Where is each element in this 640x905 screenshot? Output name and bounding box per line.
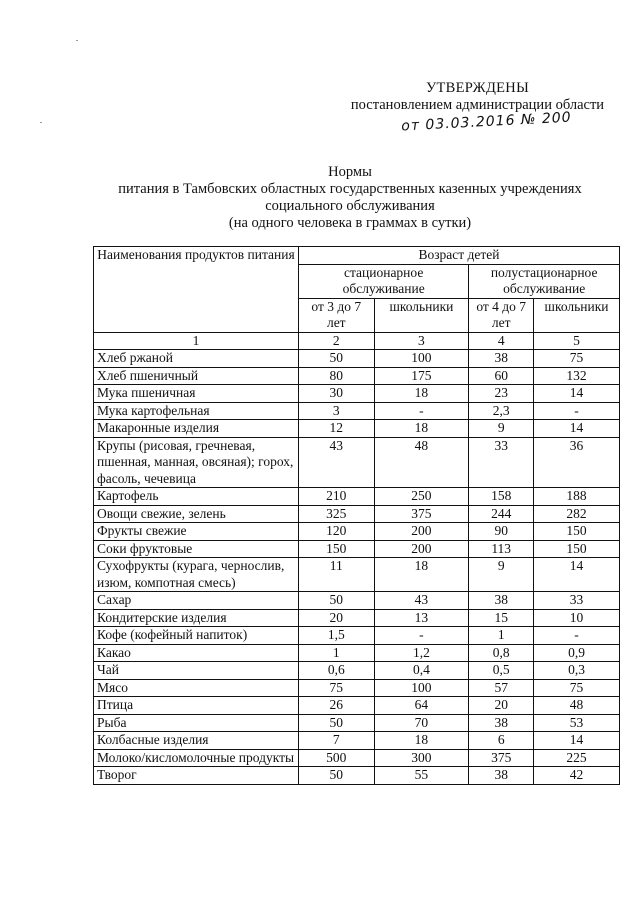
- norm-value: -: [534, 627, 620, 645]
- norm-value: 18: [374, 420, 469, 438]
- norm-value: 43: [374, 592, 469, 610]
- norm-value: 50: [299, 767, 375, 785]
- norm-value: 75: [299, 679, 375, 697]
- product-name: Соки фруктовые: [94, 540, 299, 558]
- norm-value: 6: [469, 732, 534, 750]
- column-number: 2: [299, 332, 375, 350]
- norm-value: 14: [534, 420, 620, 438]
- norm-value: 20: [469, 697, 534, 715]
- approval-block: [330, 80, 625, 135]
- norm-value: 9: [469, 558, 534, 592]
- product-name: Молоко/кисломолочные продукты: [94, 749, 299, 767]
- product-name: Кондитерские изделия: [94, 609, 299, 627]
- norm-value: 50: [299, 714, 375, 732]
- table-row: [94, 558, 620, 592]
- norm-value: 10: [534, 609, 620, 627]
- norm-value: 1,5: [299, 627, 375, 645]
- product-name: Чай: [94, 662, 299, 680]
- scan-speck: [40, 122, 42, 123]
- norms-table: [93, 246, 620, 785]
- table-row: [94, 662, 620, 680]
- norm-value: 12: [299, 420, 375, 438]
- product-name: Мука картофельная: [94, 402, 299, 420]
- norm-value: 53: [534, 714, 620, 732]
- norm-value: 250: [374, 488, 469, 506]
- product-name: Творог: [94, 767, 299, 785]
- norm-value: 42: [534, 767, 620, 785]
- table-row: [94, 627, 620, 645]
- norm-value: 0,8: [469, 644, 534, 662]
- norm-value: 300: [374, 749, 469, 767]
- product-name: Птица: [94, 697, 299, 715]
- column-number-row: [94, 332, 620, 350]
- norm-value: 113: [469, 540, 534, 558]
- norm-value: 1,2: [374, 644, 469, 662]
- norm-value: 38: [469, 767, 534, 785]
- document-title: [80, 164, 620, 232]
- norm-value: 200: [374, 540, 469, 558]
- norm-value: 3: [299, 402, 375, 420]
- product-name: Сухофрукты (курага, чернослив, изюм, компотная смесь): [94, 558, 299, 592]
- header-sub-1: от 3 до 7 лет: [299, 298, 375, 332]
- header-product: Наименования продуктов питания: [94, 247, 299, 333]
- norm-value: 375: [469, 749, 534, 767]
- norm-value: 150: [534, 523, 620, 541]
- approval-decree: постановлением администрации области: [350, 97, 605, 113]
- norm-value: 7: [299, 732, 375, 750]
- title-line-1: Нормы: [328, 164, 372, 180]
- norm-value: 1: [299, 644, 375, 662]
- norm-value: 70: [374, 714, 469, 732]
- norm-value: -: [374, 402, 469, 420]
- header-row-1: [94, 247, 620, 265]
- norm-value: 30: [299, 385, 375, 403]
- norm-value: 244: [469, 505, 534, 523]
- norm-value: 0,5: [469, 662, 534, 680]
- approval-heading: УТВЕРЖДЕНЫ: [425, 80, 530, 96]
- norm-value: 48: [374, 437, 469, 488]
- table-row: [94, 644, 620, 662]
- norm-value: 188: [534, 488, 620, 506]
- norm-value: 13: [374, 609, 469, 627]
- norm-value: 225: [534, 749, 620, 767]
- norm-value: 75: [534, 350, 620, 368]
- norm-value: 120: [299, 523, 375, 541]
- norm-value: 200: [374, 523, 469, 541]
- product-name: Мясо: [94, 679, 299, 697]
- norm-value: 90: [469, 523, 534, 541]
- norm-value: 100: [374, 350, 469, 368]
- product-name: Мука пшеничная: [94, 385, 299, 403]
- column-number: 4: [469, 332, 534, 350]
- norm-value: 158: [469, 488, 534, 506]
- header-sub-2: школьники: [374, 298, 469, 332]
- column-number: 5: [534, 332, 620, 350]
- product-name: Кофе (кофейный напиток): [94, 627, 299, 645]
- table-row: [94, 402, 620, 420]
- table-row: [94, 523, 620, 541]
- table-row: [94, 679, 620, 697]
- table-row: [94, 697, 620, 715]
- header-sub-3: от 4 до 7 лет: [469, 298, 534, 332]
- norm-value: 15: [469, 609, 534, 627]
- table-row: [94, 488, 620, 506]
- norm-value: 57: [469, 679, 534, 697]
- table-row: [94, 592, 620, 610]
- product-name: Картофель: [94, 488, 299, 506]
- table-row: [94, 732, 620, 750]
- norm-value: 0,6: [299, 662, 375, 680]
- scan-speck: [76, 40, 78, 41]
- norm-value: 14: [534, 385, 620, 403]
- title-line-3: социального обслуживания: [265, 198, 435, 214]
- product-name: Колбасные изделия: [94, 732, 299, 750]
- norm-value: 23: [469, 385, 534, 403]
- norm-value: 325: [299, 505, 375, 523]
- norm-value: 14: [534, 732, 620, 750]
- norm-value: 100: [374, 679, 469, 697]
- norm-value: 18: [374, 385, 469, 403]
- table-row: [94, 714, 620, 732]
- norm-value: 175: [374, 367, 469, 385]
- table-row: [94, 540, 620, 558]
- table-row: [94, 420, 620, 438]
- product-name: Какао: [94, 644, 299, 662]
- norm-value: 0,3: [534, 662, 620, 680]
- norm-value: 9: [469, 420, 534, 438]
- table-row: [94, 437, 620, 488]
- norm-value: 132: [534, 367, 620, 385]
- product-name: Крупы (рисовая, гречневая, пшенная, манная, овсяная); горох, фасоль, чечевица: [94, 437, 299, 488]
- norm-value: 282: [534, 505, 620, 523]
- norm-value: 38: [469, 350, 534, 368]
- norm-value: 2,3: [469, 402, 534, 420]
- table-row: [94, 609, 620, 627]
- norm-value: 210: [299, 488, 375, 506]
- norm-value: 50: [299, 592, 375, 610]
- table-row: [94, 749, 620, 767]
- norm-value: 18: [374, 558, 469, 592]
- norm-value: 150: [299, 540, 375, 558]
- table-row: [94, 385, 620, 403]
- norm-value: 20: [299, 609, 375, 627]
- table-row: [94, 350, 620, 368]
- column-number: 1: [94, 332, 299, 350]
- table-row: [94, 505, 620, 523]
- product-name: Овощи свежие, зелень: [94, 505, 299, 523]
- table-row: [94, 367, 620, 385]
- header-semistationary: полустационарное обслуживание: [469, 264, 620, 298]
- norm-value: 64: [374, 697, 469, 715]
- product-name: Сахар: [94, 592, 299, 610]
- norm-value: -: [374, 627, 469, 645]
- norm-value: 43: [299, 437, 375, 488]
- norm-value: 150: [534, 540, 620, 558]
- norm-value: 38: [469, 714, 534, 732]
- norm-value: 33: [534, 592, 620, 610]
- norm-value: 55: [374, 767, 469, 785]
- norm-value: 48: [534, 697, 620, 715]
- norm-value: 26: [299, 697, 375, 715]
- norm-value: 1: [469, 627, 534, 645]
- product-name: Хлеб пшеничный: [94, 367, 299, 385]
- norm-value: 60: [469, 367, 534, 385]
- norm-value: 50: [299, 350, 375, 368]
- norm-value: -: [534, 402, 620, 420]
- product-name: Хлеб ржаной: [94, 350, 299, 368]
- title-line-2: питания в Тамбовских областных государственных казенных учреждениях: [118, 181, 582, 197]
- title-line-4: (на одного человека в граммах в сутки): [228, 215, 472, 231]
- norm-value: 11: [299, 558, 375, 592]
- norm-value: 36: [534, 437, 620, 488]
- product-name: Фрукты свежие: [94, 523, 299, 541]
- header-stationary: стационарное обслуживание: [299, 264, 469, 298]
- norm-value: 80: [299, 367, 375, 385]
- norm-value: 0,9: [534, 644, 620, 662]
- norm-value: 14: [534, 558, 620, 592]
- norm-value: 375: [374, 505, 469, 523]
- norm-value: 18: [374, 732, 469, 750]
- table-row: [94, 767, 620, 785]
- header-age: Возраст детей: [299, 247, 620, 265]
- header-sub-4: школьники: [534, 298, 620, 332]
- norm-value: 75: [534, 679, 620, 697]
- handwritten-date-number: от 03.03.2016 № 200: [400, 109, 573, 135]
- norm-value: 500: [299, 749, 375, 767]
- product-name: Рыба: [94, 714, 299, 732]
- norm-value: 38: [469, 592, 534, 610]
- column-number: 3: [374, 332, 469, 350]
- norm-value: 0,4: [374, 662, 469, 680]
- product-name: Макаронные изделия: [94, 420, 299, 438]
- norm-value: 33: [469, 437, 534, 488]
